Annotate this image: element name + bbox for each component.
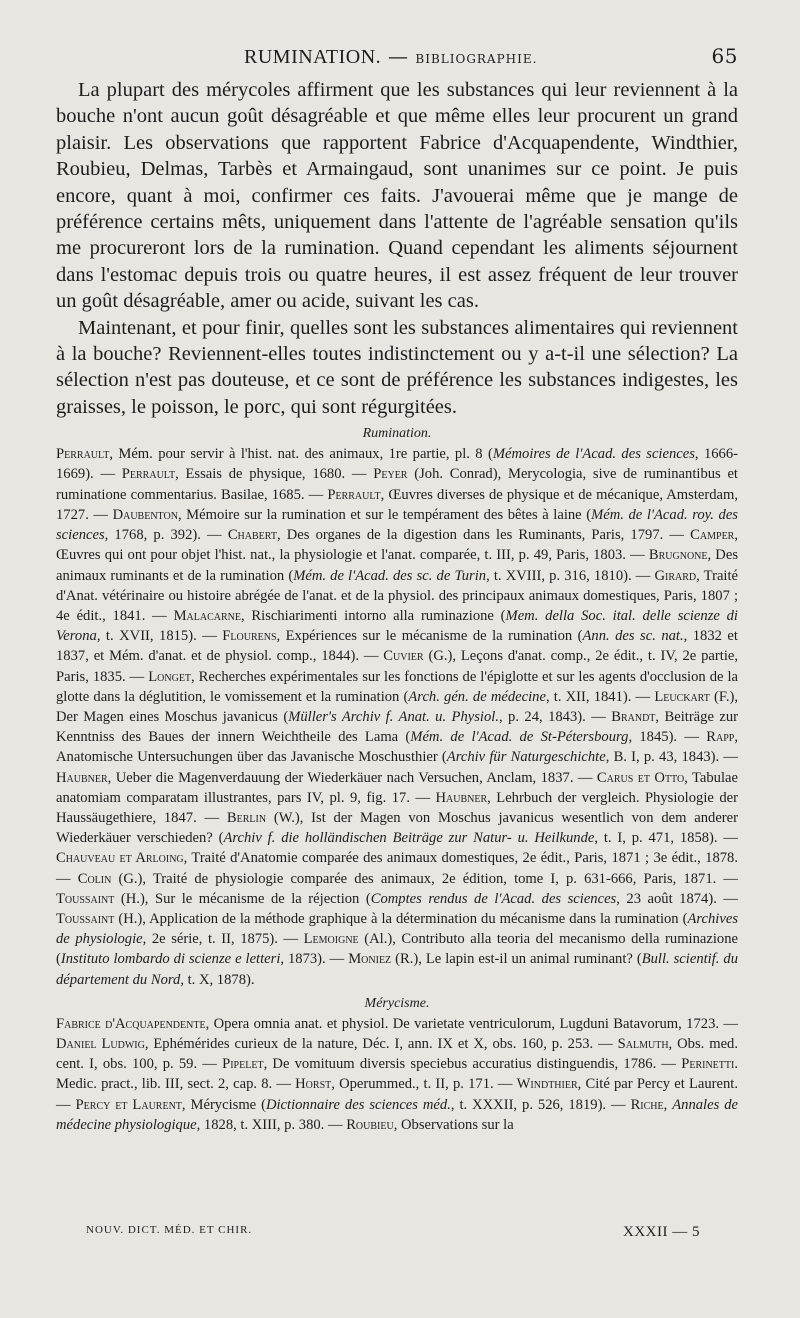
entry-text: , Œuvres diverses de physique et de mécanique, Amsterdam, 1727. — bbox=[56, 486, 738, 523]
entry-author: Horst bbox=[295, 1076, 332, 1093]
entry-text: , Operummed., t. II, p. 171. — bbox=[331, 1076, 517, 1093]
entry-rest: , 1768, p. 392). — bbox=[104, 527, 228, 544]
entry-author: Perinetti bbox=[681, 1056, 735, 1073]
bibliography-entry bbox=[78, 871, 738, 887]
entry-author: Malacarne bbox=[173, 607, 241, 624]
entry-author: Longet bbox=[148, 668, 192, 685]
entry-rest: , 2e série, t. II, 1875). — bbox=[142, 931, 304, 948]
entry-author: Salmuth bbox=[617, 1035, 669, 1052]
entry-rest: , t. X, 1878). bbox=[180, 971, 255, 988]
entry-author: Fabrice d'Acquapendente bbox=[56, 1015, 206, 1032]
entry-text: (H.), Application de la méthode graphique à la détermination du mécanisme dans la rumination ( bbox=[114, 910, 688, 927]
entry-title: Bull. scientif. du département du Nord bbox=[56, 951, 738, 988]
entry-text: (G.), Leçons d'anat. comp., 2e édit., t. IV, 2e partie, Paris, 1835. — bbox=[56, 648, 738, 685]
entry-text: , De vomituum diversis speciebus accuratius distinguendis, 1786. — bbox=[263, 1056, 682, 1073]
bibliography-entry bbox=[56, 891, 738, 907]
paragraph: La plupart des mérycoles affirment que les substances qui leur reviennent à la bouche n'ont aucun goût désagréable et que même elles leur procurent un grand plaisir. Les observations que rapportent Fabrice d'Acquapendente, Windthier, Roubieu, Delmas, Tarbès et Armaingaud, sont unanimes sur ce point. Je puis encore, quant à moi, confirmer ces faits. J'avouerai même que je mange de préférence certains mêts, uniquement dans l'attente de l'agréable sensation qu'ils me procureront lors de la rumination. Quand cependant les aliments séjournent dans l'estomac depuis trois ou quatre heures, il est assez fréquent de leur trouver un goût désagréable, amer ou acide, suivant les cas. bbox=[56, 79, 738, 313]
entry-text: , Traité d'Anatomie comparée des animaux domestiques, 2e édit., Paris, 1871 ; 3e édit., 1878. — bbox=[56, 850, 738, 887]
entry-title: Mém. de l'Acad. roy. des sciences bbox=[56, 506, 738, 544]
entry-rest: , 1845). — bbox=[628, 729, 707, 746]
entry-rest: , t. XVIII, p. 316, 1810). — bbox=[486, 567, 655, 584]
entry-title: Archives de physiologie bbox=[56, 910, 738, 948]
bibliography-entry bbox=[56, 669, 738, 705]
header-title: RUMINATION. bbox=[244, 46, 382, 68]
entry-text: (R.), Le lapin est-il un animal ruminant? ( bbox=[391, 951, 642, 968]
entry-text: , Cité par Percy et Laurent. — bbox=[56, 1076, 738, 1113]
section-title: Rumination. bbox=[362, 426, 432, 442]
entry-author: Colin bbox=[77, 870, 112, 887]
entry-text: . Medic. pract., lib. III, sect. 2, cap. 8. — bbox=[56, 1056, 738, 1093]
entry-author: Lemoigne bbox=[303, 931, 359, 948]
entry-text: , Mémoire sur la rumination et sur le tempérament des bêtes à laine ( bbox=[177, 506, 592, 523]
entry-rest: , 1828, t. XIII, p. 380. — bbox=[196, 1116, 347, 1133]
bibliography-list bbox=[56, 1014, 738, 1135]
entry-text: (Joh. Conrad), Merycologia, sive de ruminantibus et ruminatione commentarius. Basilae, 1685. — bbox=[56, 466, 738, 503]
entry-text: , Recherches expérimentales sur les fonctions de l'épiglotte et sur les agents d'occlusion de la glotte dans la déglutition, le vomissement et la rumination ( bbox=[56, 668, 738, 705]
bibliography-entry bbox=[56, 1036, 618, 1052]
paragraph: Maintenant, et pour finir, quelles sont les substances alimentaires qui reviennent à la bouche? Reviennent-elles toutes indistinctement ou y a-t-il une sélection? La sélection n'est pas douteuse, et ce sont de préférence les substances indigestes, les graisses, le poisson, le porc, qui sont régurgitées. bbox=[56, 316, 738, 418]
section-title: Mérycisme. bbox=[364, 995, 430, 1011]
entry-text: , Opera omnia anat. et physiol. De varietate ventriculorum, Lugduni Batavorum, 1723. — bbox=[205, 1015, 738, 1032]
entry-author: Peyer bbox=[373, 466, 408, 483]
entry-text: , Beiträge zur Kenntniss des Baues der innern Weichtheile des Lama ( bbox=[56, 708, 738, 746]
footer-signature-left: NOUV. DICT. MÉD. ET CHIR. bbox=[86, 1224, 253, 1236]
entry-title: Müller's Archiv f. Anat. u. Physiol. bbox=[288, 708, 499, 725]
entry-rest: , t. XII, 1841). — bbox=[545, 688, 655, 705]
entry-author: Camper bbox=[690, 527, 735, 544]
entry-text: , Mém. pour servir à l'hist. nat. des animaux, 1re partie, pl. 8 ( bbox=[109, 446, 493, 463]
bibliography-entry bbox=[56, 1016, 738, 1032]
entry-rest: , 23 août 1874). — bbox=[616, 890, 738, 907]
entry-author: Daniel Ludwig bbox=[56, 1035, 145, 1052]
entry-author: Rapp bbox=[706, 729, 735, 746]
entry-text: (Al.), Contributo alla teoria del mecanismo della ruminazione ( bbox=[56, 931, 738, 968]
entry-author: Roubieu bbox=[346, 1116, 394, 1133]
entry-text: , bbox=[663, 1096, 673, 1113]
entry-title: Mém. de l'Acad. de St-Pétersbourg bbox=[410, 729, 629, 746]
entry-text: (W.), Ist der Magen von Moschus javanicus wesentlich von dem anderer Wiederkäuer verschieden? ( bbox=[56, 809, 738, 847]
entry-author: Pipelet bbox=[222, 1056, 264, 1073]
entry-text: (H.), Sur le mécanisme de la réjection ( bbox=[114, 890, 371, 907]
entry-author: Flourens bbox=[222, 628, 277, 645]
entry-rest: , B. I, p. 43, 1843). — bbox=[605, 749, 738, 766]
entry-text: , Lehrbuch der vergleich. Physiologie der Haussäugethiere, 1847. — bbox=[56, 789, 738, 826]
entry-text: , Expériences sur le mécanisme de la rumination ( bbox=[276, 628, 583, 645]
bibliography-entry bbox=[122, 466, 373, 482]
entry-text: , Rischiarimenti intorno alla ruminazione ( bbox=[240, 607, 506, 624]
entry-author: Haubner bbox=[435, 789, 488, 806]
page-number: 65 bbox=[711, 44, 738, 68]
entry-author: Chabert bbox=[227, 527, 277, 544]
entry-rest: , t. I, p. 471, 1858). — bbox=[594, 830, 738, 847]
entry-rest: , 1666-1669). — bbox=[56, 446, 738, 483]
entry-author: Perrault bbox=[56, 446, 110, 463]
entry-text: , Des organes de la digestion dans les Ruminants, Paris, 1797. — bbox=[276, 527, 691, 544]
entry-author: Girard bbox=[654, 567, 697, 584]
bibliography-entry bbox=[222, 1056, 681, 1072]
page-footer bbox=[86, 1224, 700, 1241]
header-subtitle: BIBLIOGRAPHIE. bbox=[415, 52, 538, 66]
header-dash: — bbox=[388, 44, 409, 68]
entry-author: Berlin bbox=[226, 809, 267, 826]
page-header bbox=[56, 44, 738, 69]
entry-title: Ann. des sc. nat. bbox=[582, 628, 684, 645]
bibliography bbox=[56, 426, 738, 1135]
entry-author: Chauveau et Arloing bbox=[56, 850, 184, 867]
entry-text: , Obs. med. cent. I, obs. 100, p. 59. — bbox=[56, 1035, 738, 1073]
bibliography-entry bbox=[228, 527, 690, 543]
bibliography-entry bbox=[346, 1117, 514, 1133]
entry-text: , Observations sur la bbox=[393, 1116, 514, 1133]
entry-title: Mémoires de l'Acad. des sciences bbox=[492, 446, 695, 463]
entry-text: , Œuvres qui ont pour objet l'hist. nat., la physiologie et l'anat. comparée, t. III, p. 49, Paris, 1803. — bbox=[56, 527, 738, 564]
entry-text: , Ephémérides curieux de la nature, Déc. I, ann. IX et X, obs. 160, p. 253. — bbox=[144, 1035, 618, 1052]
bibliography-entry bbox=[56, 770, 597, 786]
entry-author: Riche bbox=[630, 1096, 664, 1113]
entry-author: Toussaint bbox=[56, 890, 115, 907]
entry-text: , Essais de physique, 1680. — bbox=[175, 466, 374, 483]
entry-author: Daubenton bbox=[112, 506, 178, 523]
entry-rest: , 1832 et 1837, et Mém. d'anat. et de physiol. comp., 1844). — bbox=[56, 628, 738, 665]
main-text bbox=[56, 77, 738, 420]
entry-text: , Mérycisme ( bbox=[181, 1096, 266, 1113]
entry-rest: , 1873). — bbox=[280, 951, 349, 968]
entry-title: Instituto lombardo di scienze e letteri bbox=[60, 951, 281, 968]
entry-text: , Traité d'Anat. vétérinaire ou histoire abrégée de l'anat. et de la physiol. des principaux animaux domestiques, Paris, 1807 ; 4e édit., 1841. — bbox=[56, 567, 739, 624]
bibliography-list bbox=[56, 444, 738, 989]
entry-title: Comptes rendus de l'Acad. des sciences bbox=[370, 890, 617, 907]
entry-author: Brugnone bbox=[648, 547, 708, 564]
entry-author: Haubner bbox=[56, 769, 108, 786]
entry-author: Perrault bbox=[327, 486, 381, 503]
entry-author: Perrault bbox=[121, 466, 176, 483]
entry-title: Annales de médecine physiologique bbox=[56, 1096, 738, 1133]
entry-author: Toussaint bbox=[56, 910, 115, 927]
footer-signature-right: XXXII — 5 bbox=[623, 1224, 700, 1240]
entry-title: Archiv f. die holländischen Beiträge zur Natur- u. Heilkunde bbox=[223, 830, 595, 847]
entry-text: (F.), Der Magen eines Moschus javanicus ( bbox=[56, 688, 739, 725]
entry-text: , Ueber die Magenverdauung der Wiederkäuer nach Versuchen, Anclam, 1837. — bbox=[107, 769, 597, 786]
entry-rest: , t. XVII, 1815). — bbox=[96, 628, 223, 645]
entry-author: Moniez bbox=[348, 951, 392, 968]
bibliography-entry bbox=[295, 1076, 517, 1092]
entry-text: , Anatomische Untersuchungen über das Javanische Moschusthier ( bbox=[56, 729, 738, 766]
entry-title: Dictionnaire des sciences méd. bbox=[265, 1096, 451, 1113]
entry-author: Percy et Laurent bbox=[75, 1096, 182, 1113]
entry-title: Archiv für Naturgeschichte bbox=[446, 749, 606, 766]
entry-author: Brandt bbox=[611, 708, 656, 725]
entry-author: Cuvier bbox=[383, 648, 424, 665]
entry-rest: , t. XXXII, p. 526, 1819). — bbox=[450, 1096, 631, 1113]
entry-author: Leuckart bbox=[654, 688, 710, 705]
entry-title: Mem. della Soc. ital. delle scienze di Verona bbox=[56, 607, 738, 645]
entry-author: Windthier bbox=[516, 1076, 578, 1093]
running-title bbox=[244, 44, 537, 69]
entry-title: Mém. de l'Acad. des sc. de Turin bbox=[293, 567, 487, 584]
entry-title: Arch. gén. de médecine bbox=[408, 688, 546, 705]
entry-text: , Tabulae anatomiam comparatam illustrantes, pars IV, pl. 9, fig. 17. — bbox=[56, 769, 738, 806]
entry-author: Carus et Otto bbox=[596, 769, 685, 786]
entry-text: (G.), Traité de physiologie comparée des animaux, 2e édition, tome I, p. 631-666, Paris, 1871. — bbox=[111, 870, 738, 887]
bibliography-entry bbox=[76, 1097, 631, 1113]
entry-text: , Des animaux ruminants et de la rumination ( bbox=[56, 547, 738, 584]
entry-rest: , p. 24, 1843). — bbox=[498, 708, 612, 725]
